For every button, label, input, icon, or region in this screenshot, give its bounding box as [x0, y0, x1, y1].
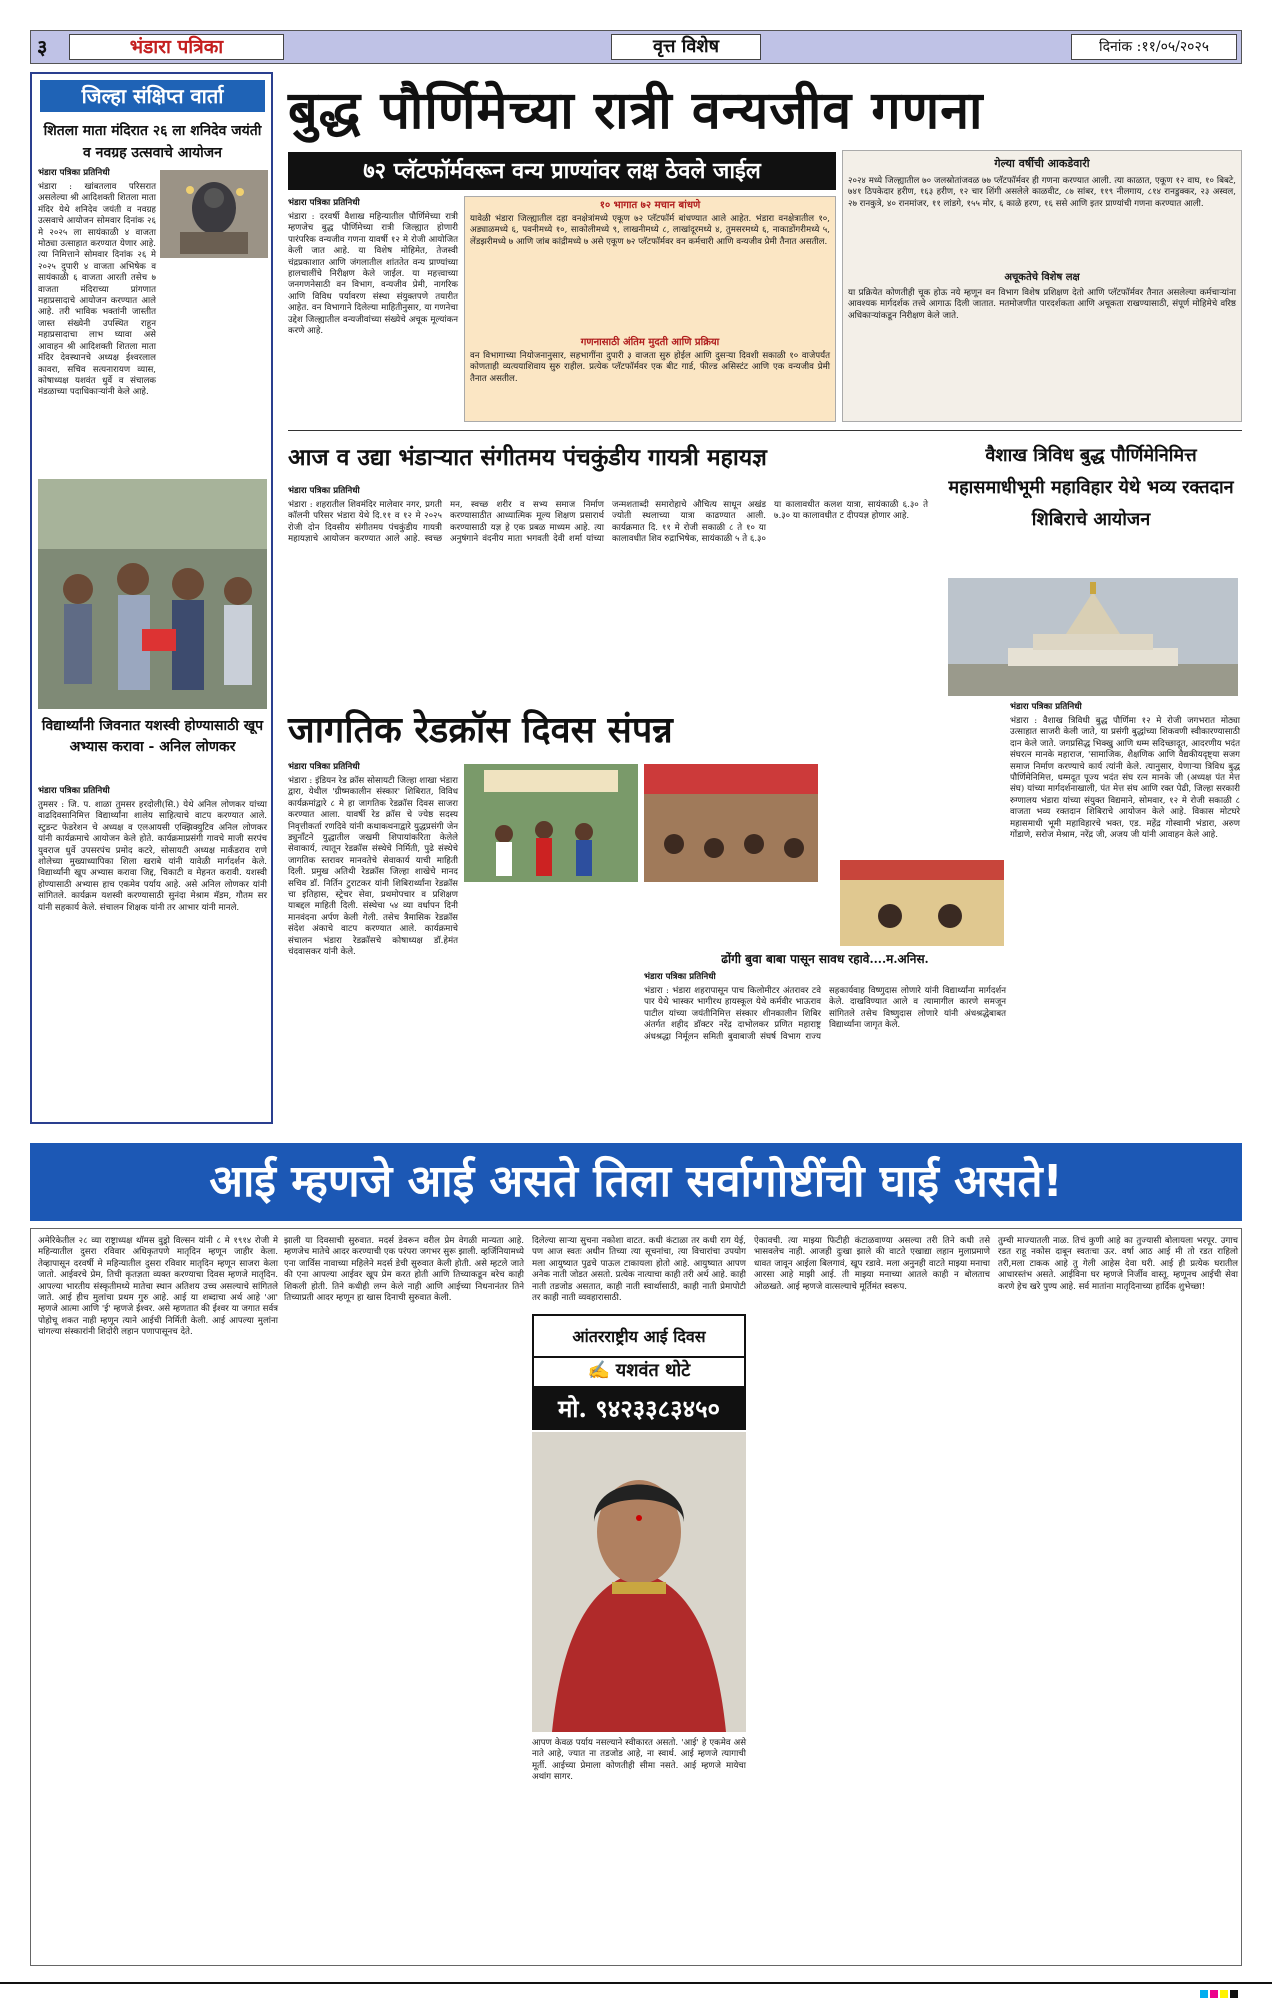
page-footer-rule	[0, 1982, 1272, 1984]
mothers-day-box-title-text: आंतरराष्ट्रीय आई दिवस	[572, 1327, 706, 1346]
newspaper-brand: भंडारा पत्रिका	[69, 34, 284, 60]
redcross-event-photo	[464, 764, 638, 882]
left-briefs-column	[30, 72, 273, 1124]
section-label: वृत्त विशेष	[611, 34, 761, 60]
left-story2-body: तुमसर : जि. प. शाळा तुमसर हरदोली(सि.) येथे अनिल लोणकर यांच्या वाढदिवसानिमित्त विद्यार्थ्यांना शालेय साहित्याचे वाटप करण्यात आले. स्टुडन्ट फेडरेशन चे अध्यक्ष व एलआयसी एक्झिक्युटिव अनिल लोणकर यांनी कार्यक्रमाचे आयोजन केले होते. कार्यक्रमाप्रसंगी गावचे माजी सरपंच युवराज धुर्वे उपसरपंच प्रमोद कटरे, सोसायटी अध्यक्ष मार्कंडराव राणे शोलेच्या मुख्याध्यापिका शिला खराबे यांनी यावेळी मार्गदर्शन केले. विद्यार्थ्यांनी खूप अभ्यास करावा जिद्द, चिकाटी व मेहनत करावी. यशस्वी होण्यासाठी अभ्यास हाच एकमेव पर्याय आहे. असे अनिल लोणकर यांनी सांगितले. कार्यक्रम यशस्वी करण्यासाठी सुनंदा मेश्राम मॅडम, गौतम सर यांनी सहकार्य केले. संचालन शिक्षक यांनी तर आभार यांनी मानले.	[38, 800, 267, 913]
gayatri-byline: भंडारा पत्रिका प्रतिनिधी	[288, 486, 360, 496]
mothers-col2: झाली या दिवसाची सुरुवात. मदर्स डेवरून वरील प्रेम वेगळी मान्यता आहे. म्हणजेच मातेचे आदर करण्याची एक परंपरा जगभर सुरू झाली. व्हर्जिनियामध्ये एना जार्विस नावाच्या महिलेने मदर्स डेची सुरुवात केली होती. असे म्हटले जाते की एना आपल्या आईवर खूप प्रेम करत होती आणि तिच्याकडून बरेच काही शिकली होती. तिने कधीही लग्न केले नाही आणि आईच्या निधनानंतर तिने तिच्याप्रती आदर म्हणून हा खास दिनाची सुरुवात केली.	[284, 1236, 524, 1304]
students-graphic	[38, 479, 267, 709]
left-story2-title: विद्यार्थ्यांनी जिवनात यशस्वी होण्यासाठी खूप अभ्यास करावा - अनिल लोणकर	[41, 718, 264, 755]
census-col2b: वन विभागाच्या नियोजनानुसार, सहभागींना दुपारी ३ वाजता सुरु होईल आणि दुसऱ्या दिवशी सकाळी १० वाजेपर्यंत कोणताही व्यत्ययाशिवाय सुरु राहील. प्रत्येक प्लॅटफॉर्मवर एक बीट गार्ड, फील्ड असिस्टंट आणि एक वन्यजीव प्रेमी तैनात असतील.	[470, 351, 830, 384]
census-col3-heading: गेल्या वर्षीची आकडेवारी	[994, 157, 1090, 170]
mothers-col3: दिलेल्या साऱ्या सुचना नकोशा वाटत. कधी कंटाळा तर कधी राग येई, पण आज स्वतः अधीन तिच्या त्या सूचनांचा, त्या विचारांचा उपयोग मला आयुष्यात पुढचे पाऊल टाकायला होतो आहे. आयुष्यात आपण अनेक नाती जोडत असतो. प्रत्येक नात्याचा काही तरी अर्थ आहे. काही नाती तडजोड असतात, काही नाती स्वार्थासाठी, काही नाती प्रेमापोटी तर काही नाती व्यवहारासाठी.	[532, 1236, 746, 1304]
mothers-day-box-title	[532, 1314, 746, 1358]
redcross-headline: जागतिक रेडक्रॉस दिवस संपन्न	[288, 710, 673, 751]
masthead	[30, 30, 1242, 64]
mothers-author	[532, 1358, 746, 1388]
mothers-day-banner: आई म्हणजे आई असते तिला सर्वागोष्टींची घाई असते!	[30, 1143, 1242, 1221]
idol-graphic	[160, 170, 268, 258]
students-photo	[38, 479, 267, 709]
author-phone: मो. ९४२३३८३४५०	[532, 1388, 746, 1430]
census-byline: भंडारा पत्रिका प्रतिनिधी	[288, 198, 360, 208]
census-headline: बुद्ध पौर्णिमेच्या रात्री वन्यजीव गणना	[288, 81, 984, 141]
redcross-body-cont	[464, 888, 818, 948]
left-story1-byline: भंडारा पत्रिका प्रतिनिधी	[38, 168, 110, 178]
redcross-body: भंडारा : इंडियन रेड क्रॉस सोसायटी जिल्हा शाखा भंडारा द्वारा, येथील 'ग्रीष्मकालीन संस्कार' शिबिरात, विविध कार्यक्रमांद्वारे ८ मे हा जागतिक रेडक्रॉस दिवस साजरा करण्यात आला. यावर्षी रेड क्रॉस चे ज्येष्ठ सदस्य निवृत्तीकर्ता रणदिवे यांनी कथाकथनाद्वारे युद्धप्रसंगी जेन ड्युनॉंटने युद्धातील जखमी शिपायांकरिता केलेले सेवाकार्य, त्यातून रेडक्रॉस संस्थेचे निर्मिती, पुढे संस्थेचे जागतिक स्तरावर मानवतेचे सेवाकार्य याची माहिती दिली. प्रमुख अतिथी रेडक्रॉस जिल्हा शाखेचे मानद सचिव डॉ. निर्तिन टुराटकर यांनी शिबिरार्थ्यांना रेडक्रॉस चा इतिहास, स्ट्रेचर सेवा, प्रथमोपचार व प्रशिक्षण याबद्दल माहिती दिली. संस्थेचा ५४ व्या वर्धापन दिनी मानवंदना अर्पण केली गेली. तसेच त्रैमासिक रेडक्रॉस संदेश अंकाचे वाटप करण्यात आले. कार्यक्रमाचे संचालन भंडारा रेडक्रॉसचे कोषाध्यक्ष डॉ.हेमंत चंदवासकर यांनी केले.	[288, 776, 458, 958]
gayatri-body: भंडारा : शहरातील शिवमंदिर मालेवार नगर, प्रगती कॉलनी परिसर भंडारा येथे दि.११ व १२ मे २०२५ रोजी दोन दिवसीय संगीतमय पंचकुंडीय गायत्री महायज्ञाचे आयोजन करण्यात आले आहे. स्वच्छ मन, स्वच्छ शरीर व सभ्य समाज निर्माण करण्यासाठीत आध्यात्मिक मूल्य शिक्षण प्रसारार्थ करण्यासाठी यज्ञ हे एक प्रबळ माध्यम आहे. त्या अनुषंगाने वंदनीय माता भगवती देवी शर्मा यांच्या जन्मशताब्दी समारोहाचे औचित्य साधून अखंड ज्योती स्थलाच्या यात्रा काढण्यात आली. कार्यक्रमात दि. ११ मे रोजी सकाळी ८ ते १० या कालावधीत शिव रुद्राभिषेक, सायंकाळी ५ ते ६.३० या कालावधीत कलश यात्रा, सायंकाळी ६.३० ते ७.३० या कालावधीत ट दीपयज्ञ होणार आहे.	[288, 500, 928, 545]
census-col3: २०२४ मध्ये जिल्ह्यातील ७० जलस्रोतांजवळ ७७ प्लॅटफॉर्मवर ही गणना करण्यात आली. त्या काळात, एकूण १२ वाघ, १० बिबटे, ७४१ ठिपकेदार हरीण, १६३ हरीण, १२ चार शिंगी असलेले काळवीट, ८७ सांबर, ११९ नीलगाय, ८१४ रानडुक्कर, २३ अस्वल, २७ रानकुत्रे, ४० रानमांजर, ११ लांडगे, १५५ मोर, ६ काळे हरण, १६ ससे आणि इतर प्राण्यांची गणना करण्यात आली.	[848, 176, 1236, 209]
anis-graphic	[840, 860, 1004, 946]
mothers-col3b: आपण केवळ पर्याय नसल्याने स्वीकारत असतो. 'आई' हे एकमेव असे नाते आहे, ज्यात ना तडजोड आहे, ना स्वार्थ. आई म्हणजे त्यागाची मूर्ती. आईच्या प्रेमाला कोणतीही सीमा नसते. आई म्हणजे मायेचा अथांग सागर.	[532, 1738, 746, 1783]
cmyk-swatches	[1200, 1988, 1240, 2000]
anis-headline: ढोंगी बुवा बाबा पासून सावध रहावे....म.अनिस.	[721, 952, 929, 966]
census-col2-heading: १० भागात ७२ मचान बांधणे	[599, 200, 701, 211]
census-col1: भंडारा : दरवर्षी वैशाख महिन्यातील पौर्णिमेच्या रात्री म्हणजेच बुद्ध पौर्णिमेच्या रात्री जिल्ह्यात होणारी पारंपरिक वन्यजीव गणना यावर्षी १२ मे रोजी आयोजित केली जात आहे. या विशेष मोहिमेत, तेजस्वी चंद्रप्रकाशात आणि जंगलातील शांततेत वन्य प्राण्यांच्या हालचालींचे निरीक्षण केले जाईल. या महत्त्वाच्या जनगणनेसाठी वन विभाग, वन्यजीव प्रेमी, नागरिक आणि विविध पर्यावरण संस्था संयुक्तपणे तयारीत आहेत. वन विभागाने दिलेल्या माहितीनुसार, या गणनेचा उद्देश जिल्ह्यातील वन्यजीवांच्या संख्येचे अचूक मूल्यांकन करणे आहे.	[288, 212, 458, 337]
anis-photo	[840, 860, 1004, 946]
redcross-camp-graphic	[644, 764, 818, 882]
left-story2-byline: भंडारा पत्रिका प्रतिनिधी	[38, 786, 110, 796]
census-col2: यावेळी भंडारा जिल्ह्यातील दहा वनक्षेत्रांमध्ये एकूण ७२ प्लॅटफॉर्म बांधण्यात आले आहेत. भंडारा वनक्षेत्रातील १०, अड्याळमध्ये ६, पवनीमध्ये १०, साकोलीमध्ये ९, लाखनीमध्ये ८, लाखांदूरमध्ये ४, तुमसरमध्ये ६, नाकाडोंगरीमध्ये ५, लेंडझरीमध्ये ७ आणि जांब कांद्रीमध्ये ७ असे एकूण ७२ प्लॅटफॉर्मवर वन कर्मचारी आणि वन्यजीव प्रेमी तैनात असतील.	[470, 214, 830, 247]
left-story1-body-cont	[38, 262, 267, 482]
shanidev-idol-photo	[160, 170, 268, 258]
census-col3-heading2: अचूकतेचे विशेष लक्ष	[1004, 272, 1080, 283]
census-divider	[288, 430, 1242, 431]
vihara-body: भंडारा : वैशाख त्रिविधी बुद्ध पौर्णिमा १२ मे रोजी जगभरात मोठ्या उत्साहात साजरी केली जाते, या प्रसंगी बुद्धांच्या शिकवणी स्वीकारण्यासाठी दान केले जाते. जगप्रसिद्ध भिक्खु आणि धम्म सदिच्छादूत, आदरणीय भदंत संघरत्न मानके महाराज, 'सामाजिक, शैक्षणिक आणि वैद्यकीयदृष्ट्या सजग समाज निर्माण करण्याचे कार्य त्यांनी केले. त्यानुसार, येणाऱ्या त्रिविध बुद्ध पौर्णिमेनिमित्त, धम्मदूत पूज्य भदंत संघ रत्न मानके जी (अध्यक्ष पंत मेत्त संघ) यांच्या मार्गदर्शनाखाली, पंत मेत्त संघ आणि रक्त पेढी, जिल्हा सरकारी रुग्णालय भंडारा यांच्या संयुक्त विद्यमाने, सोमवार, १२ मे रोजी सकाळी ८ वाजता भव्य रक्तदान शिबिराचे आयोजन केले आहे. विकास मोटघरे महासमाधी भूमी महाविहारचे भक्त, एड. महेंद्र गोस्वामी भंडारा, अरुण गोंडाणे, सरोज मेश्राम, नरेंद्र जी, अजय जी यांनी आवाहन केले आहे.	[1010, 716, 1240, 841]
left-column-header: जिल्हा संक्षिप्त वार्ता	[40, 80, 265, 112]
census-col3b: या प्रक्रियेत कोणतीही चूक होऊ नये म्हणून वन विभाग विशेष प्रशिक्षण देतो आणि प्लॅटफॉर्मवर तैनात असलेल्या कर्मचाऱ्यांना आवश्यक मार्गदर्शक तत्त्वे आगाऊ दिली जातात. मतमोजणीत पारदर्शकता आणि अचूकता राखण्यासाठी, संपूर्ण मोहिमेचे वरिष्ठ अधिकाऱ्यांकडून निरीक्षण केले जाते.	[848, 288, 1236, 321]
census-col2-heading2: गणनासाठी अंतिम मुदती आणि प्रक्रिया	[580, 337, 720, 348]
page-number: ३	[37, 35, 48, 59]
stupa-graphic	[948, 578, 1238, 696]
vihara-stupa-photo	[948, 578, 1238, 696]
mothers-col5: तुम्ची माज्यातली नाळ. तिचं कुणी आहे का तुज्यासी बोलायला भरपूर. उगाच रडत राहू नकोस दाबून स्वतःचा ऊर. वर्षा आठ आई मी तो रडत राहिलो तरी,मला टाकक आहे तु गेली आहेस देवा घरी. आई ही प्रत्येक घरातील आधारस्तंभ असते. आईविना घर म्हणजे निर्जीव वास्तू. म्हणूनच आईची सेवा करणे हेच खरे पुण्य आहे. सर्व मातांना मातृदिनाच्या हार्दिक शुभेच्छा!	[998, 1236, 1238, 1292]
redcross-byline: भंडारा पत्रिका प्रतिनिधी	[288, 762, 360, 772]
mother-portrait-graphic	[532, 1432, 746, 1732]
left-story1-title: शितला माता मंदिरात २६ ला शनिदेव जयंती व नवग्रह उत्सवाचे आयोजन	[43, 123, 262, 161]
left-story1-body: भंडारा : खांबतलाव परिसरात असलेल्या श्री आदिशक्ती शितला माता मंदिर येथे शनिदेव जयंती व नवग्रह उत्सवाचे आयोजन सोमवार दिनांक २६ मे २०२५ ला सायंकाळी ४ वाजता मोठ्या उत्साहात करण्यात येणार आहे. त्या निमित्ताने सोमवार दिनांक २६ मे २०२५ दुपारी ४ वाजता अभिषेक व सायंकाळी ६ वाजता आरती तसेच ७ वाजता मंदिराच्या प्रांगणात महाप्रसादाचे आयोजन करण्यात आले आहे. तरी भाविक भक्तांनी जास्तीत जास्त संख्येनी उपस्थित राहून महाप्रसादाचा लाभ घ्यावा असे आवाहन श्री आदिशक्ती शितला माता मंदिर देवस्थानचे अध्यक्ष ईश्वरलाल कावरा, सचिव सत्यनारायण व्यास, कोषाध्यक्ष यशवंत धुर्वे व संचालक मंडळाच्या पदाधिकाऱ्यांनी केले आहे.	[38, 182, 156, 398]
pen-icon: ✍	[587, 1360, 611, 1381]
author-name: यशवंत थोटे	[615, 1360, 691, 1381]
anis-byline: भंडारा पत्रिका प्रतिनिधी	[644, 972, 716, 982]
redcross-event-graphic	[464, 764, 638, 882]
gayatri-headline: आज व उद्या भंडाऱ्यात संगीतमय पंचकुंडीय गायत्री महायज्ञ	[288, 445, 767, 471]
vihara-headline: वैशाख त्रिविध बुद्ध पौर्णिमेनिमित्त महासमाधीभूमी महाविहार येथे भव्य रक्तदान शिबिराचे आयोजन	[948, 445, 1234, 530]
redcross-camp-photo	[644, 764, 818, 882]
mothers-col4: ऐकावची. त्या माझ्या फिटीही कंटाळवाण्या असल्या तरी तिने कधी तसे भासवलेच नाही. आजही दुःखा झाले की वाटते एखाद्या लहान मुलाप्रमाणे धावत जावून आईला बिलगावं, खूप रडावे. मला अनुनही वाटते माझ्या मनाचा आरसा आहे माझी आई. ती माझ्या मनाच्या आतले काही न बोलताच ओळखते. आई म्हणजे वात्सल्याचे मूर्तिमंत स्वरूप.	[754, 1236, 990, 1292]
mothers-col1: अमेरिकेतील २८ व्या राष्ट्राध्यक्ष थॉमस वुड्रो विल्सन यांनी ८ मे १९१४ रोजी मे महिन्यातील दुसरा रविवार अधिकृतपणे मातृदिन म्हणून जाहीर केला. तेव्हापासून दरवर्षी मे महिन्यातील दुसरा रविवार मातृदिन म्हणून साजरा केला जातो. आईवरचे प्रेम, तिची कृतज्ञता व्यक्त करण्याचा दिवस म्हणजे मातृदिन. आपल्या भारतीय संस्कृतीमध्ये मातेचा स्थान अतिशय उच्च असल्याचे सांगितले जाते. आई हीच मुलांचा प्रथम गुरु आहे. आई या शब्दाचा अर्थ आहे 'आ' म्हणजे आत्मा आणि 'ई' म्हणजे ईश्वर. असे म्हणतात की ईश्वर या जगात सर्वत्र पोहोचू शकत नाही म्हणून त्याने आईची निर्मिती केली. आई आपल्या मुलांना चांगल्या संस्कारांनी शिदोरी लहान पणापासूनच देते.	[38, 1236, 278, 1338]
author-mother-photo	[532, 1432, 746, 1732]
vihara-byline: भंडारा पत्रिका प्रतिनिधी	[1010, 702, 1082, 712]
cmyk-registration-mark	[1200, 1988, 1240, 2000]
census-subheadline: ७२ प्लॅटफॉर्मवरून वन्य प्राण्यांवर लक्ष ठेवले जाईल	[288, 152, 836, 190]
issue-date: दिनांक :११/०५/२०२५	[1071, 34, 1237, 60]
anis-body: भंडारा : भंडारा शहरापासून पाच किलोमीटर अंतरावर टवे पार येथे भास्कर भागीरथ हायस्कूल येथे कर्मवीर भाऊराव पाटील यांच्या जयंतीनिमित्त संस्कार शीनकालीन शिबिर अंतर्गत शहीद डॉक्टर नरेंद्र दाभोलकर प्रणित महाराष्ट्र अंधश्रद्धा निर्मूलन समिती बुवाबाजी संघर्ष विभाग राज्य सहकार्यवाह विष्णुदास लोणारे यांनी विद्यार्थ्यांना मार्गदर्शन केले. दाखविण्यात आले व त्यामागील कारणे समजून सांगितले तसेच विष्णुदास लोणारे यांनी अंधश्रद्धेबाबत विद्यार्थ्यांना जागृत केले.	[644, 986, 1006, 1042]
